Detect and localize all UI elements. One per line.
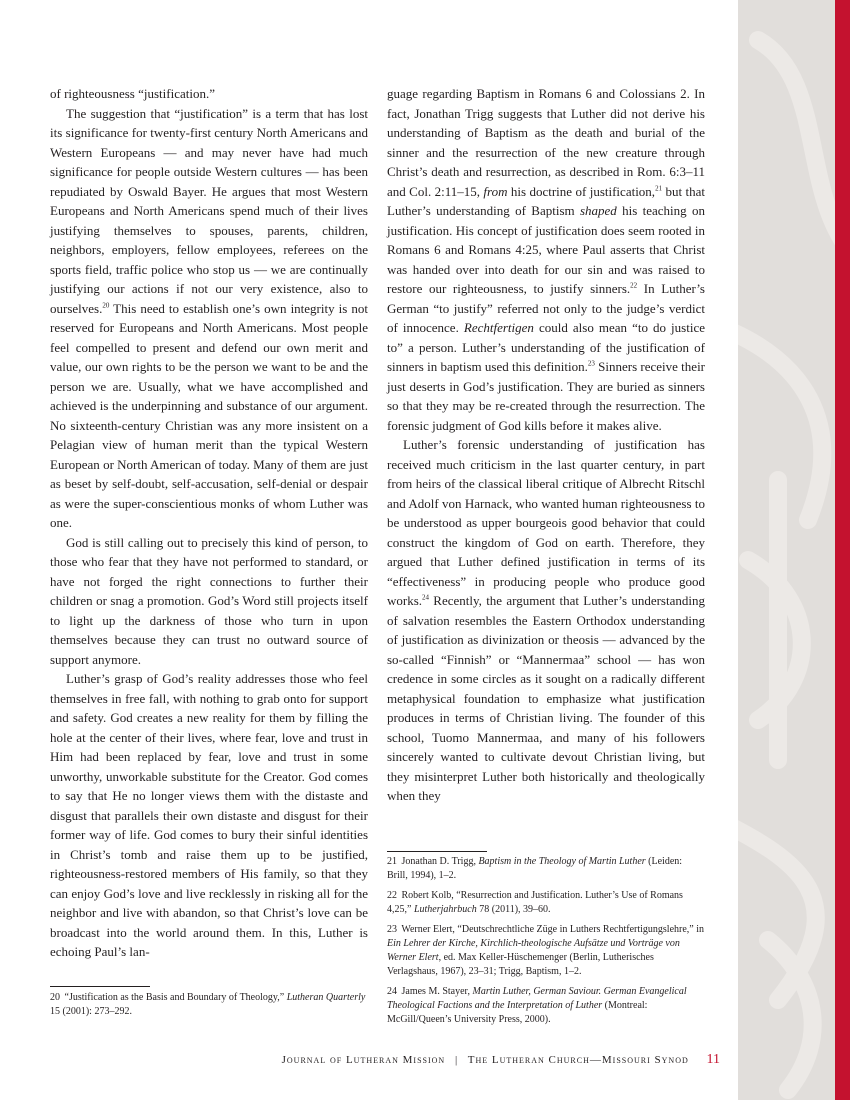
footnotes-right xyxy=(387,855,705,1033)
footer-separator: | xyxy=(454,1054,459,1066)
left-column xyxy=(50,84,368,962)
footnote-rule xyxy=(50,986,150,987)
paragraph: God is still calling out to precisely this kind of person, to those who fear that they have not performed to standard, or have not forged the right connections to further their children or snag a promotion. God’s Word still projects itself to light up the darkness of those who turn in upon themselves because they can trust no outward source of support anymore. xyxy=(50,534,368,667)
footnote-ref: 20 xyxy=(102,301,110,310)
footnote-ref: 21 xyxy=(655,184,663,193)
footnote: 23 Werner Elert, “Deutschrechtliche Züge in Luthers Rechtfertigungslehre,” in Ein Lehrer der Kirche, Kirchlich-theologische Aufsätze und Vorträge von Werner Elert, ed. Max Keller-Hüschemenger (Berlin, Lutherisches Verlagshaus, 1967), 23–31; Trigg, Baptism, 1–2. xyxy=(387,924,704,977)
footnote: 22 Robert Kolb, “Resurrection and Justification. Luther’s Use of Romans 4,25,” Lutherjahrbuch 78 (2011), 39–60. xyxy=(387,890,683,915)
footnote-ref: 23 xyxy=(587,359,595,368)
footnote: 21 Jonathan D. Trigg, Baptism in the Theology of Martin Luther (Leiden: Brill, 1994), 1–2. xyxy=(387,856,683,881)
paragraph: guage regarding Baptism in Romans 6 and Colossians 2. In fact, Jonathan Trigg suggests that Luther did not derive his understanding of Baptism as the death and burial of the sinner and the resurrection of the new creature through Christ’s death and resurrection, as described in Rom. 6:3–11 and Col. 2:11–15, from his doctrine of justification,$^{21}$ but that Luther’s understanding of Baptism shaped his teaching on justification. His concept of justification does seem rooted in Romans 6 and Romans 4:25, where Paul asserts that Christ was handed over into death for our sin and was raised to restore our righteousness, to justify sinners.$^{22}$ In Luther’s German “to justify” referred not only to the judge’s verdict of innocence. Rechtfertigen could also mean “to do justice to” a person. Luther’s understanding of the justification of sinners in baptism used this definition.$^{23}$ Sinners receive their just deserts in God’s justification. They are buried as sinners so that they may be re-created through the resurrection. The forensic judgment of God kills before it makes alive. xyxy=(387,86,706,433)
footnote-rule xyxy=(387,851,487,852)
page-footer xyxy=(0,1052,720,1068)
decorative-sidebar xyxy=(738,0,835,1100)
footnote: 24 James M. Stayer, Martin Luther, German Saviour. German Evangelical Theological Factions and the Interpretation of Luther (Montreal: McGill/Queen’s University Press, 2000). xyxy=(387,986,687,1025)
accent-red-bar xyxy=(835,0,850,1100)
footnote-ref: 24 xyxy=(422,593,430,602)
flourish-ornament xyxy=(738,0,835,1100)
paragraph: Luther’s grasp of God’s reality addresses those who feel themselves in free fall, with nothing to grab onto for support and safety. God creates a new reality for them by filling the hole at the center of their lives, where fear, love and trust in Him had been replaced by fear, love and trust in some unworthy, unworkable substitute for the Creator. God comes to say that He no longer views them with the distaste and disgust that parallels their own distaste and disgust for their former way of life. God comes to bury their sinful identities in Christ’s tomb and raise them up to be justified, righteousness-restored members of His family, so that they can enjoy God’s love and live recklessly in risking all for the neighbor and live with abandon, so that Christ’s love can be broadcast into the world around them. In this, Luther is echoing Paul’s lan- xyxy=(50,671,368,959)
paragraph: of righteousness “justification.” xyxy=(50,86,215,101)
journal-title: Journal of Lutheran Mission xyxy=(281,1054,446,1066)
paragraph: The suggestion that “justification” is a term that has lost its significance for twenty-first century North Americans and Western Europeans — and may never have had much significance for people outside Western cultures — has been repudiated by Oswald Bayer. He argues that most Western Europeans and North Americans spend much of their lives justifying themselves to spouses, parents, children, neighbors, employers, fellow employees, referees on the sports field, traffic police who stop us — we are continually justifying our actions if not our very existence, also to ourselves.$^{20}$ This need to establish one’s own integrity is not reserved for Europeans and North Americans. Most people feel compelled to present and defend our own merit and value, our own rights to be the person we want to be and the person we are. Usually, what we have accomplished and achieved is the underpinning and substance of our argument. No sixteenth-century Christian was any more insistent on a Pelagian view of human merit than the typical Western European or North American of today. Many of them are just as beset by self-doubt, self-accusation, self-denial or despair as were the super-conscientious monks of whom Luther was one. xyxy=(50,105,368,530)
publisher-name: The Lutheran Church—Missouri Synod xyxy=(467,1054,689,1066)
footnotes-left xyxy=(50,991,368,1025)
paragraph: Luther’s forensic understanding of justification has received much criticism in the last quarter century, in part from heirs of the classical liberal critique of Albrecht Ritschl and Adolf von Harnack, who wanted human righteousness to be understood as upper bourgeois good behavior that could construct the kingdom of God on earth. Therefore, they argued that Luther defined justification in terms of its “effectiveness” in producing people who produce good works.$^{24}$ Recently, the argument that Luther’s understanding of salvation resembles the Eastern Orthodox understanding of justification as divinization or theosis — advanced by the so-called “Finnish” or “Mannermaa” school — has won credence in some circles as it sought on a radically different metaphysical foundation to emphasize what justification produces in terms of Christian living. The founder of this school, Tuomo Mannermaa, and many of his followers sincerely wanted to cultivate devout Christian living, but they misinterpret Luther both historically and theologically when they xyxy=(387,437,705,803)
page-number: 11 xyxy=(706,1052,720,1067)
footnote-ref: 22 xyxy=(630,281,638,290)
footnote: 20 “Justification as the Basis and Boundary of Theology,” Lutheran Quarterly 15 (2001): 273–292. xyxy=(50,992,366,1017)
right-column xyxy=(387,84,705,806)
